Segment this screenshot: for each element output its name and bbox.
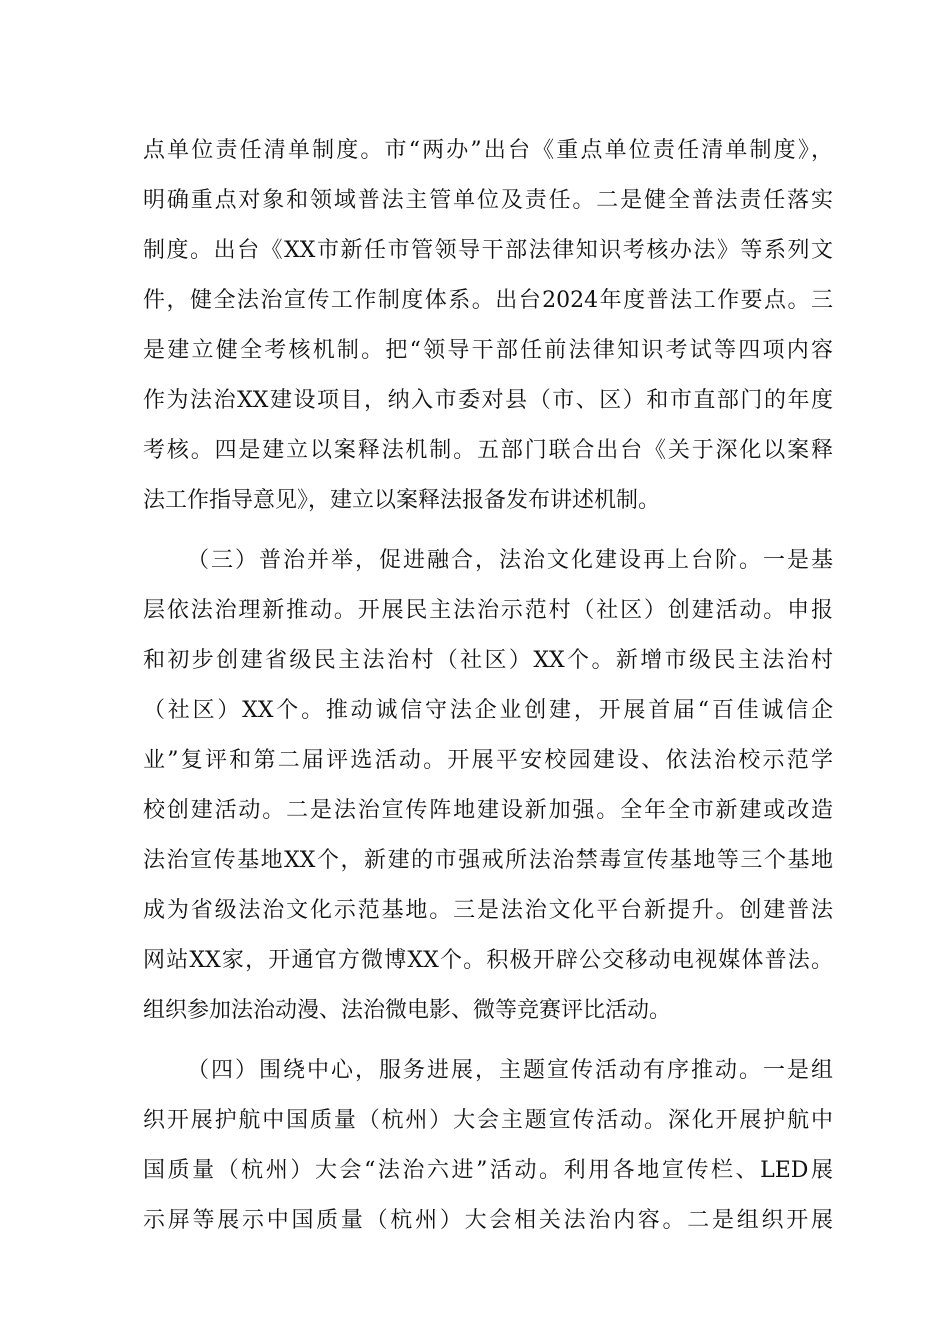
text-line: 件，健全法治宣传工作制度体系。出台2024年度普法工作要点。三: [143, 288, 833, 313]
text-line: 校创建活动。二是法治宣传阵地建设新加强。全年全市新建或改造: [143, 798, 833, 823]
text-line: 点单位责任清单制度。市“两办”出台《重点单位责任清单制度》，: [143, 138, 833, 163]
text-line: 是建立健全考核机制。把“领导干部任前法律知识考试等四项内容: [143, 338, 833, 363]
text-line: 法工作指导意见》，建立以案释法报备发布讲述机制。: [143, 488, 661, 513]
text-line: （社区）XX个。推动诚信守法企业创建，开展首届“百佳诚信企: [143, 698, 833, 723]
text-line: 示屏等展示中国质量（杭州）大会相关法治内容。二是组织开展: [143, 1208, 833, 1233]
text-line: 国质量（杭州）大会“法治六进”活动。利用各地宣传栏、LED展: [143, 1158, 833, 1183]
text-line: 网站XX家，开通官方微博XX个。积极开辟公交移动电视媒体普法。: [143, 948, 833, 973]
paragraph-spacer: [143, 526, 833, 536]
text-line: 成为省级法治文化示范基地。三是法治文化平台新提升。创建普法: [143, 898, 833, 923]
paragraph-spacer: [143, 1036, 833, 1046]
text-line: 业”复评和第二届评选活动。开展平安校园建设、依法治校示范学: [143, 748, 833, 773]
paragraph-section-4: [143, 1046, 833, 1246]
text-line: 作为法治XX建设项目，纳入市委对县（市、区）和市直部门的年度: [143, 388, 833, 413]
text-line: 和初步创建省级民主法治村（社区）XX个。新增市级民主法治村: [143, 648, 833, 673]
text-line: 制度。出台《XX市新任市管领导干部法律知识考核办法》等系列文: [143, 238, 833, 263]
paragraph-section-3: [143, 536, 833, 1036]
text-line: 组织参加法治动漫、法治微电影、微等竞赛评比活动。: [143, 998, 672, 1023]
text-line: 层依法治理新推动。开展民主法治示范村（社区）创建活动。申报: [143, 598, 833, 623]
text-line: 明确重点对象和领域普法主管单位及责任。二是健全普法责任落实: [143, 188, 833, 213]
text-line: 考核。四是建立以案释法机制。五部门联合出台《关于深化以案释: [143, 438, 833, 463]
text-line: （四）围绕中心，服务进展，主题宣传活动有序推动。一是组: [187, 1058, 833, 1083]
document-body: [143, 126, 833, 1246]
text-line: （三）普治并举，促进融合，法治文化建设再上台阶。一是基: [187, 548, 833, 573]
text-line: 法治宣传基地XX个，新建的市强戒所法治禁毒宣传基地等三个基地: [143, 848, 833, 873]
paragraph-continuation: [143, 126, 833, 526]
text-line: 织开展护航中国质量（杭州）大会主题宣传活动。深化开展护航中: [143, 1108, 833, 1133]
